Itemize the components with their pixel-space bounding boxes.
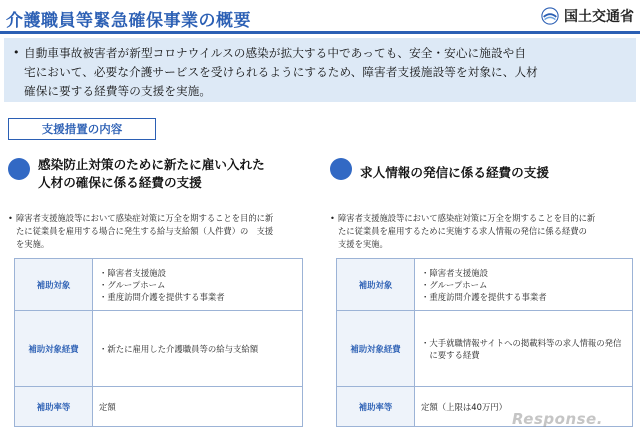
row-value [93,311,303,387]
right-subsidy-table [336,258,633,427]
row-label: 補助対象 [15,259,93,311]
ministry-name: 国土交通省 [564,9,634,25]
value-line: ・障害者支援施設 [99,267,166,278]
row-label: 補助対象経費 [15,311,93,387]
row-label: 補助率等 [337,387,415,427]
value-line: ・グループホーム [421,279,488,290]
header [0,0,640,34]
row-label: 補助対象 [337,259,415,311]
summary-line-1: 自動車事故被害者が新型コロナウイルスの感染が拡大する中であっても、安全・安心に施設や自 [24,46,527,60]
row-value [93,387,303,427]
value-line: ・重度訪問介護を提供する事業者 [421,291,547,302]
row-value [93,259,303,311]
value-line: ・大手就職情報サイトへの掲載料等の求人情報の発信 [421,337,622,348]
left-desc-line-1: 障害者支援施設等において感染症対策に万全を期することを目的に新 [16,213,274,223]
table-row [337,259,633,311]
right-desc-line-3: 支援を実施。 [338,239,388,249]
table-row [15,259,303,311]
watermark: Response. [512,410,603,428]
summary-bullet: • [13,46,20,59]
circle-bullet-icon [8,158,30,180]
left-desc-line-2: たに従業員を雇用する場合に発生する給与支給額（人件費）の 支援 [16,226,274,236]
left-heading-line-2: 人材の確保に係る経費の支援 [38,175,202,190]
mlit-emblem-icon [541,7,559,25]
summary-line-3: 確保に要する経費等の支援を実施。 [24,84,212,98]
row-value [415,311,633,387]
page-title: 介護職員等緊急確保事業の概要 [6,11,251,31]
measures-label: 支援措置の内容 [8,118,156,140]
value-line: ・重度訪問介護を提供する事業者 [99,291,225,302]
value-line: 定額 [99,401,116,412]
right-desc-line-2: たに従業員を雇用するために実施する求人情報の発信に係る経費の [338,226,587,236]
left-desc-line-3: を実施。 [16,239,50,249]
value-line: ・障害者支援施設 [421,267,488,278]
row-label: 補助率等 [15,387,93,427]
left-heading [38,156,265,192]
right-description [330,212,595,251]
desc-bullet: • [8,213,13,223]
header-rule [0,31,640,34]
left-description [8,212,273,251]
table-row [15,311,303,387]
value-line: ・新たに雇用した介護職員等の給与支給額 [99,343,259,354]
summary-box [4,38,636,102]
desc-bullet: • [330,213,335,223]
table-row [337,311,633,387]
right-heading [360,164,549,182]
row-value [415,259,633,311]
row-label: 補助対象経費 [337,311,415,387]
right-heading-line-1: 求人情報の発信に係る経費の支援 [360,165,549,180]
value-line: に要する経費 [421,349,480,360]
right-desc-line-1: 障害者支援施設等において感染症対策に万全を期することを目的に新 [338,213,596,223]
value-line: ・グループホーム [99,279,166,290]
summary-line-2: 宅において、必要な介護サービスを受けられるようにするため、障害者支援施設等を対象に、人材 [24,65,538,79]
left-subsidy-table [14,258,303,427]
value-line: 定額（上限は40万円） [421,401,508,412]
circle-bullet-icon [330,158,352,180]
ministry-logo [541,6,634,26]
table-row [15,387,303,427]
left-heading-line-1: 感染防止対策のために新たに雇い入れた [38,157,265,172]
